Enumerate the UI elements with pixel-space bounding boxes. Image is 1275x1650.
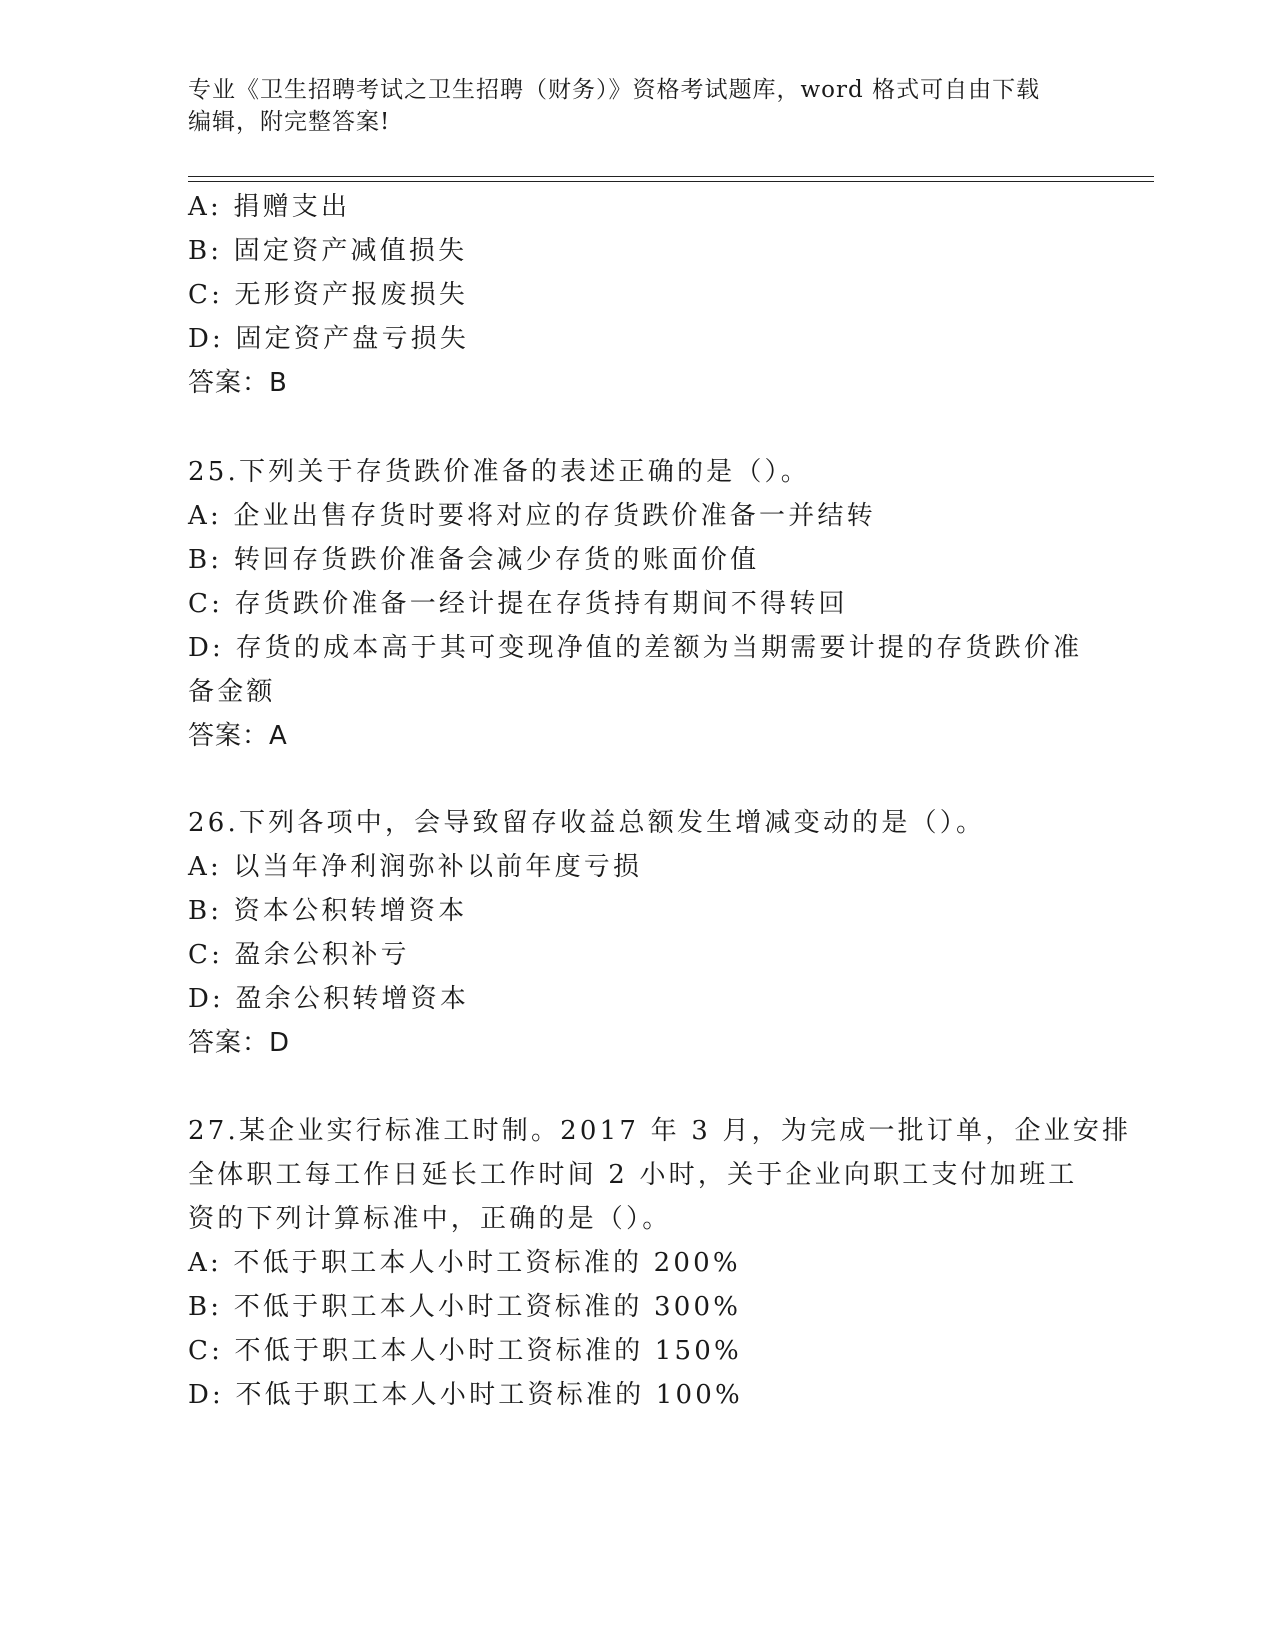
q26-option-d: D: 盈余公积转增资本 [188, 984, 470, 1014]
q25-option-d-continued: 备金额 [188, 677, 276, 707]
q26-option-a: A: 以当年净利润弥补以前年度亏损 [188, 852, 643, 882]
q24-option-b: B: 固定资产减值损失 [188, 236, 468, 266]
q25-option-a: A: 企业出售存货时要将对应的存货跌价准备一并结转 [188, 501, 876, 531]
header-line-2: 编辑，附完整答案! [188, 109, 391, 135]
q25-option-b: B: 转回存货跌价准备会减少存货的账面价值 [188, 545, 760, 575]
q27-stem-line-1: 27.某企业实行标准工时制。2017 年 3 月，为完成一批订单，企业安排 [188, 1116, 1132, 1146]
q25-stem: 25.下列关于存货跌价准备的表述正确的是（）。 [188, 457, 810, 487]
q26-stem: 26.下列各项中，会导致留存收益总额发生增减变动的是（）。 [188, 808, 986, 838]
q27-stem-line-3: 资的下列计算标准中，正确的是（）。 [188, 1204, 672, 1234]
q26-option-c: C: 盈余公积补亏 [188, 940, 410, 970]
q25-option-c: C: 存货跌价准备一经计提在存货持有期间不得转回 [188, 589, 848, 619]
q24-option-d: D: 固定资产盘亏损失 [188, 324, 470, 354]
q27-option-c: C: 不低于职工本人小时工资标准的 150% [188, 1336, 742, 1366]
q25-option-d: D: 存货的成本高于其可变现净值的差额为当期需要计提的存货跌价准 [188, 633, 1083, 663]
q26-option-b: B: 资本公积转增资本 [188, 896, 468, 926]
q24-option-c: C: 无形资产报废损失 [188, 280, 469, 310]
header-divider-bottom [188, 181, 1154, 182]
q24-answer: 答案：B [188, 368, 288, 398]
q27-option-b: B: 不低于职工本人小时工资标准的 300% [188, 1292, 742, 1322]
q27-option-a: A: 不低于职工本人小时工资标准的 200% [188, 1248, 741, 1278]
q27-option-d: D: 不低于职工本人小时工资标准的 100% [188, 1380, 743, 1410]
q25-answer: 答案：A [188, 721, 288, 751]
document-header [188, 74, 1088, 138]
q26-answer: 答案：D [188, 1028, 291, 1058]
q24-option-a: A: 捐赠支出 [188, 192, 351, 222]
q27-stem-line-2: 全体职工每工作日延长工作时间 2 小时，关于企业向职工支付加班工 [188, 1160, 1078, 1190]
header-line-1: 专业《卫生招聘考试之卫生招聘（财务）》资格考试题库，word 格式可自由下载 [188, 77, 1041, 103]
header-divider-top [188, 176, 1154, 177]
